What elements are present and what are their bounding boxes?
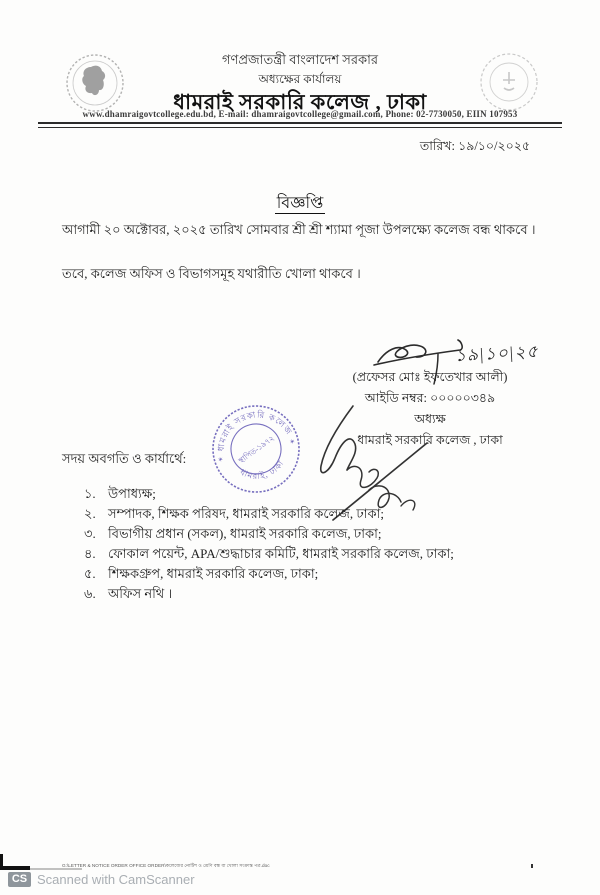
item-text: অফিস নথি । bbox=[108, 586, 173, 601]
item-number: ২. bbox=[84, 506, 96, 521]
date-line: তারিখ: ১৯/১০/২০২৫ bbox=[419, 139, 530, 153]
scan-artifact bbox=[531, 864, 533, 868]
file-path-footer: G:\LETTER & NOTICE ORDER OFFICE ORDER\কলেজের নোটিশ ও শ্রেণি বন্ধ বা খোলা সংক্রান্ত পত্র.doc bbox=[62, 863, 270, 869]
scan-artifact bbox=[0, 866, 30, 870]
list-item bbox=[84, 564, 532, 584]
signatory-institution: ধামরাই সরকারি কলেজ , ঢাকা bbox=[357, 433, 503, 448]
handwritten-date: ১৯|১০|২৫ bbox=[454, 341, 539, 366]
letterhead bbox=[110, 50, 490, 117]
header-divider bbox=[38, 122, 562, 128]
item-number: ৬. bbox=[84, 586, 96, 601]
distribution-items bbox=[84, 484, 532, 604]
notice-paragraph-2: তবে, কলেজ অফিস ও বিভাগসমূহ যথারীতি খোলা থাকবে । bbox=[62, 266, 361, 281]
signatory-designation: অধ্যক্ষ bbox=[414, 412, 446, 427]
distribution-list bbox=[62, 450, 532, 604]
office-line: অধ্যক্ষের কার্যালয় bbox=[258, 71, 342, 86]
item-text: বিভাগীয় প্রধান (সকল), ধামরাই সরকারি কলেজ, ঢাকা; bbox=[108, 526, 382, 541]
camscanner-watermark bbox=[8, 872, 195, 887]
stamp-left-star: ✶ bbox=[216, 455, 225, 465]
college-name: ধামরাই সরকারি কলেজ , ঢাকা bbox=[173, 89, 427, 114]
distribution-heading: সদয় অবগতি ও কার্যার্থে: bbox=[62, 451, 187, 466]
notice-title: বিজ্ঞপ্তি bbox=[276, 195, 324, 212]
item-text: ফোকাল পয়েন্ট, APA/শুদ্ধাচার কমিটি, ধামরাই সরকারি কলেজ, ঢাকা; bbox=[108, 546, 454, 561]
notice-paragraph-1: আগামী ২০ অক্টোবর, ২০২৫ তারিখ সোমবার শ্রী শ্রী শ্যামা পূজা উপলক্ষ্যে কলেজ বন্ধ থাকবে । bbox=[62, 222, 536, 237]
camscanner-text: Scanned with CamScanner bbox=[37, 872, 195, 887]
item-number: ১. bbox=[84, 486, 96, 501]
item-text: শিক্ষকগ্রুপ, ধামরাই সরকারি কলেজ, ঢাকা; bbox=[108, 566, 319, 581]
stamp-middle-text: স্থাপিত-১৯৭২ bbox=[236, 433, 276, 466]
item-number: ৫. bbox=[84, 566, 96, 581]
government-line: গণপ্রজাতন্ত্রী বাংলাদেশ সরকার bbox=[221, 52, 379, 67]
scan-artifact bbox=[30, 868, 82, 870]
item-text: উপাধ্যক্ষ; bbox=[108, 486, 156, 501]
contact-line: www.dhamraigovtcollege.edu.bd, E-mail: dhamraigovtcollege@gmail.com, Phone: 02-7730050, EIIN 107953 bbox=[82, 109, 518, 119]
signatory-id: আইডি নম্বর: ০০০০০৩৪৯ bbox=[364, 391, 496, 406]
stamp-bottom-arc-text: ধামরাই, ঢাকা bbox=[238, 457, 286, 481]
item-number: ৪. bbox=[84, 546, 96, 561]
stamp-top-arc-text: ধামরাই সরকারি কলেজ bbox=[215, 409, 295, 452]
stamp-right-star: ✶ bbox=[288, 437, 297, 447]
list-item bbox=[84, 524, 532, 544]
item-text: সম্পাদক, শিক্ষক পরিষদ, ধামরাই সরকারি কলেজ, ঢাকা; bbox=[108, 506, 384, 521]
list-item bbox=[84, 584, 532, 604]
list-item bbox=[84, 484, 532, 504]
signatory-name: (প্রফেসর মোঃ ইফতেখার আলী) bbox=[352, 370, 508, 384]
list-item bbox=[84, 544, 532, 564]
item-number: ৩. bbox=[84, 526, 96, 541]
list-item bbox=[84, 504, 532, 524]
camscanner-badge-icon: CS bbox=[8, 872, 31, 887]
